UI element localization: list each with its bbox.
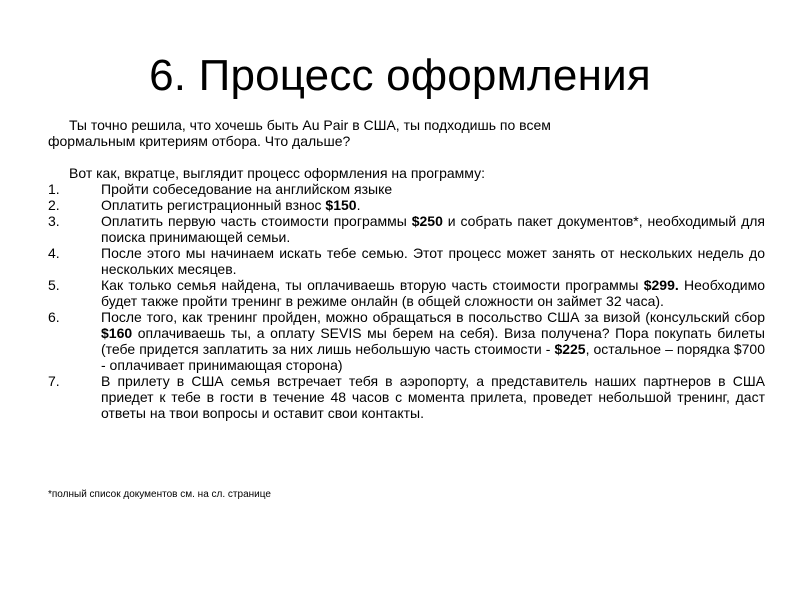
step-number: 6. [48,309,60,325]
step-text: оплачиваешь ты, а оплату SEVIS мы берем на себя). Виза получена? Пора покупать билеты (тебе придется заплатить за них лишь небольшую часть стоимости - [101,325,765,357]
step-text: После этого мы начинаем искать тебе семью. Этот процесс может занять от нескольких недель до нескольких месяцев. [101,245,765,277]
step-text: Необходимо будет также пройти тренинг в режиме онлайн (в общей сложности он займет 32 часа). [101,277,765,309]
step-item [48,277,765,309]
step-item [48,373,765,421]
step-text: и собрать пакет документов*, необходимый для поиска принимающей семьи. [101,213,765,245]
step-number: 1. [48,181,60,197]
step-text: . [356,197,361,213]
step-text: Как только семья найдена, ты оплачиваешь вторую часть стоимости программы [101,277,644,293]
step-item [48,197,765,213]
step-number: 5. [48,277,60,293]
price-second-payment: $299. [643,277,679,293]
price-first-payment: $250 [411,213,443,229]
step-item [48,181,765,197]
steps-list [48,181,765,421]
slide-body [48,117,765,421]
step-text: Оплатить первую часть стоимости программы [101,213,412,229]
intro-paragraph [48,117,765,133]
spacer [48,149,765,165]
step-number: 3. [48,213,60,229]
step-number: 7. [48,373,60,389]
intro-line-1: Ты точно решила, что хочешь быть Au Pair в США, ты подходишь по всем [69,117,551,133]
price-ticket-share: $225 [554,341,586,357]
price-consular-fee: $160 [101,325,133,341]
step-text: Оплатить регистрационный взнос [101,197,326,213]
step-text: В прилету в США семья встречает тебя в аэропорту, а представитель наших партнеров в США приедет к тебе в гости в течение 48 часов с момента прилета, проведет небольшой тренинг, даст ответы на твои вопросы и оставит свои контакты. [101,373,765,421]
intro-lead: Вот как, вкратце, выглядит процесс оформления на программу: [69,165,485,181]
step-text: После того, как тренинг пройден, можно обращаться в посольство США за визой (консульский сбор [101,309,765,325]
intro-line-2: формальным критериям отбора. Что дальше? [48,133,351,149]
step-text: , остальное – порядка $700 - оплачивает принимающая сторона) [101,341,765,373]
step-item [48,309,765,373]
step-item [48,245,765,277]
price-registration-fee: $150 [325,197,357,213]
slide-title: 6. Процесс оформления [149,51,651,100]
step-number: 4. [48,245,60,261]
step-text: Пройти собеседование на английском языке [101,181,393,197]
footnote: *полный список документов см. на сл. странице [48,489,271,500]
intro-paragraph-continuation [48,133,765,149]
step-item [48,213,765,245]
step-number: 2. [48,197,60,213]
